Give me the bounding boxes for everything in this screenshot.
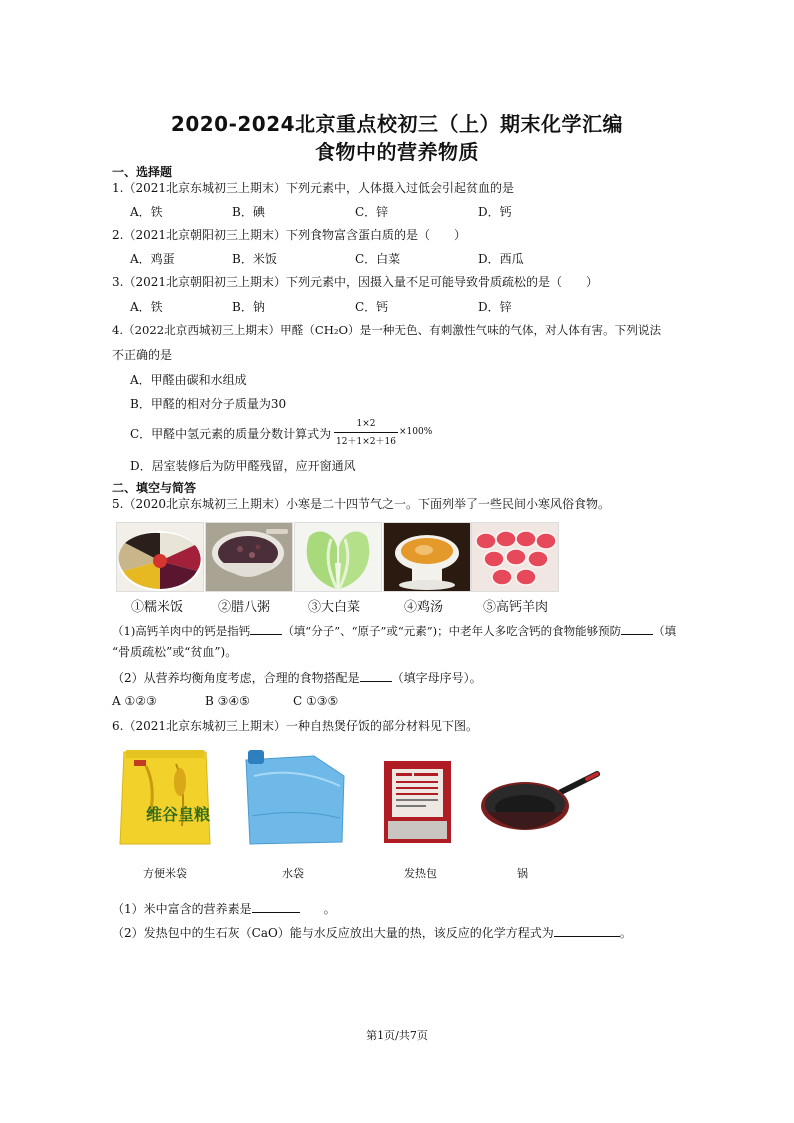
- q4-option-b: B．甲醛的相对分子质量为30: [130, 397, 287, 411]
- q5-part1-text-c: （填: [653, 624, 677, 638]
- food-label-3: ③大白菜: [308, 600, 361, 615]
- food-label-5: ⑤高钙羊肉: [483, 600, 549, 615]
- question-1-stem: 1.（2021北京东城初三上期末）下列元素中，人体摄入过低会引起贫血的是: [112, 181, 514, 195]
- question-6-stem: 6.（2021北京东城初三上期末）一种自热煲仔饭的部分材料见下图。: [112, 719, 478, 733]
- q2-option-d: D．西瓜: [478, 252, 524, 266]
- q1-option-c: C．锌: [355, 205, 389, 219]
- q5-part1-text-b: （填“分子”、“原子”或“元素”)；中老年人多吃含钙的食物能够预防: [282, 624, 622, 638]
- q2-option-b: B．米饭: [232, 252, 277, 266]
- q3-option-d: D．锌: [478, 300, 512, 314]
- q3-option-c: C．钙: [355, 300, 389, 314]
- q5-part2: [112, 669, 482, 686]
- food-image-laba-porridge: [205, 522, 293, 592]
- food-label-4: ④鸡汤: [404, 600, 444, 615]
- section-heading-fill: 二、填空与简答: [112, 481, 197, 495]
- question-5-stem: 5.（2020北京东城初三上期末）小寒是二十四节气之一。下面列举了一些民间小寒风俗食物。: [112, 497, 610, 511]
- q5-blank-2[interactable]: [621, 622, 653, 635]
- image-pan: [479, 768, 603, 848]
- question-4-stem-cont: 不正确的是: [112, 348, 173, 362]
- q1-option-b: B．碘: [232, 205, 265, 219]
- q4-fraction-suffix: ×100%: [399, 427, 433, 437]
- image-heating-pack: [384, 761, 451, 843]
- q1-option-a: A．铁: [130, 205, 163, 219]
- q6-part1-tail: 。: [323, 902, 336, 916]
- q2-option-a: A．鸡蛋: [130, 252, 175, 266]
- q4-option-a: A．甲醛由碳和水组成: [130, 373, 247, 387]
- q5-part1-cont: “骨质疏松”或“贫血”)。: [112, 645, 238, 659]
- food-image-chicken-soup: [383, 522, 471, 592]
- caption-rice-bag: 方便米袋: [143, 867, 187, 880]
- food-image-chinese-cabbage: [294, 522, 382, 592]
- food-label-1: ①糯米饭: [131, 600, 184, 615]
- q6-part2-tail: 。: [619, 926, 632, 940]
- q6-part1-text: （1）米中富含的营养素是: [112, 902, 252, 916]
- section-heading-choice: 一、选择题: [112, 165, 173, 179]
- document-subtitle: 食物中的营养物质: [315, 140, 479, 164]
- question-2-stem: 2.（2021北京朝阳初三上期末）下列食物富含蛋白质的是（ ）: [112, 228, 466, 242]
- q5-part2-tail: （填字母序号）。: [391, 671, 482, 685]
- q4-fraction-numerator: 1×2: [356, 419, 376, 429]
- image-water-bag: [240, 746, 352, 850]
- rice-bag-brand: 维谷皇粮: [146, 805, 211, 824]
- q6-part1: [112, 900, 336, 917]
- question-4-stem: 4.（2022北京西城初三上期末）甲醛（CH₂O）是一种无色、有刺激性气味的气体，对人体有害。下列说法: [112, 323, 662, 337]
- q5-choice-b: B ③④⑤: [205, 694, 250, 708]
- q5-blank-3[interactable]: [360, 669, 392, 682]
- caption-pan: 锅: [517, 867, 528, 880]
- q4-fraction-denominator: 12＋1×2＋16: [336, 437, 396, 447]
- q6-blank-2[interactable]: [554, 924, 620, 937]
- caption-heating-pack: 发热包: [404, 867, 437, 880]
- q1-option-d: D．钙: [478, 205, 512, 219]
- food-image-glutinous-rice: [116, 522, 204, 592]
- q5-part2-text: （2）从营养均衡角度考虑，合理的食物搭配是: [112, 671, 360, 685]
- q5-part1: [112, 622, 676, 639]
- document-title: 2020-2024北京重点校初三（上）期末化学汇编: [170, 112, 624, 136]
- q3-option-b: B．钠: [232, 300, 265, 314]
- q5-blank-1[interactable]: [250, 622, 282, 635]
- food-label-2: ②腊八粥: [218, 600, 271, 615]
- q6-part2: [112, 924, 632, 941]
- caption-water-bag: 水袋: [282, 867, 304, 880]
- q5-choice-a: A ①②③: [112, 694, 157, 708]
- q2-option-c: C．白菜: [355, 252, 401, 266]
- q6-blank-1[interactable]: [252, 900, 300, 913]
- q4-option-c: C．甲醛中氢元素的质量分数计算式为: [130, 427, 332, 441]
- q5-part1-text-a: （1)高钙羊肉中的钙是指钙: [112, 624, 251, 638]
- q3-option-a: A．铁: [130, 300, 163, 314]
- food-image-lamb-rolls: [471, 522, 559, 592]
- page-footer: 第1页/共7页: [366, 1029, 428, 1042]
- q5-choice-c: C ①③⑤: [293, 694, 339, 708]
- q4-fraction-bar: [334, 432, 398, 433]
- question-3-stem: 3.（2021北京朝阳初三上期末）下列元素中，因摄入量不足可能导致骨质疏松的是（ ）: [112, 275, 598, 289]
- q4-option-d: D．居室装修后为防甲醛残留，应开窗通风: [130, 459, 356, 473]
- q6-part2-text: （2）发热包中的生石灰（CaO）能与水反应放出大量的热，该反应的化学方程式为: [112, 926, 554, 940]
- image-rice-bag: [116, 746, 214, 850]
